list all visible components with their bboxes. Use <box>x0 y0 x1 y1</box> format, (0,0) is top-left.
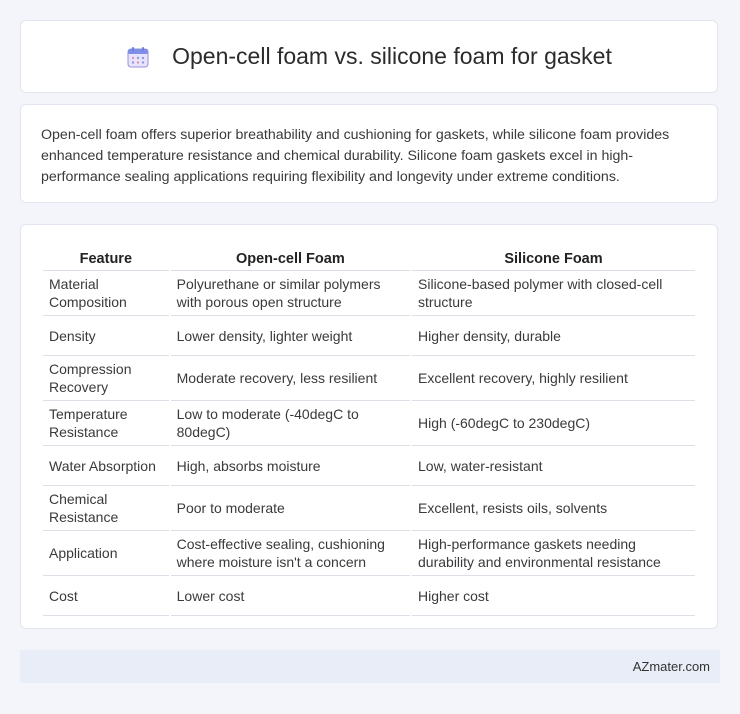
table-row <box>43 400 695 445</box>
open-cell-cell: High, absorbs moisture <box>171 445 410 485</box>
silicone-cell: Excellent, resists oils, solvents <box>412 485 695 530</box>
table-row <box>43 315 695 355</box>
table-row <box>43 270 695 315</box>
header-feature: Feature <box>79 251 133 267</box>
open-cell-cell: Lower cost <box>171 575 410 616</box>
silicone-cell: High (-60degC to 230degC) <box>412 400 695 445</box>
intro-text: Open-cell foam offers superior breathability and cushioning for gaskets, while silicone foam provides enhanced temperature resistance and chemical durability. Silicone foam gaskets excel in high-performance sealing applications requiring flexibility and longevity under extreme conditions. <box>41 127 670 185</box>
header-silicone: Silicone Foam <box>504 251 603 267</box>
feature-cell: Water Absorption <box>43 445 169 485</box>
comparison-table-card <box>20 224 718 629</box>
comparison-table <box>41 245 697 616</box>
feature-cell: Temperature Resistance <box>43 400 169 445</box>
table-header-row <box>43 245 695 270</box>
table-row <box>43 445 695 485</box>
silicone-cell: High-performance gaskets needing durability and environmental resistance <box>412 530 695 575</box>
page-title: Open-cell foam vs. silicone foam for gasket <box>172 43 612 69</box>
calendar-icon <box>126 45 150 69</box>
open-cell-cell: Polyurethane or similar polymers with porous open structure <box>171 270 410 315</box>
silicone-cell: Higher cost <box>412 575 695 616</box>
title-card <box>20 20 718 93</box>
feature-cell: Cost <box>43 575 169 616</box>
table-row <box>43 530 695 575</box>
silicone-cell: Higher density, durable <box>412 315 695 355</box>
silicone-cell: Low, water-resistant <box>412 445 695 485</box>
feature-cell: Compression Recovery <box>43 355 169 400</box>
table-row <box>43 575 695 616</box>
footer-brand[interactable]: AZmater.com <box>632 659 710 674</box>
feature-cell: Application <box>43 530 169 575</box>
intro-card <box>20 104 718 203</box>
header-open-cell: Open-cell Foam <box>235 251 345 267</box>
open-cell-cell: Low to moderate (-40degC to 80degC) <box>171 400 410 445</box>
silicone-cell: Silicone-based polymer with closed-cell structure <box>412 270 695 315</box>
silicone-cell: Excellent recovery, highly resilient <box>412 355 695 400</box>
table-row <box>43 485 695 530</box>
open-cell-cell: Poor to moderate <box>171 485 410 530</box>
table-row <box>43 355 695 400</box>
footer <box>20 650 720 683</box>
open-cell-cell: Lower density, lighter weight <box>171 315 410 355</box>
feature-cell: Density <box>43 315 169 355</box>
open-cell-cell: Cost-effective sealing, cushioning where moisture isn't a concern <box>171 530 410 575</box>
open-cell-cell: Moderate recovery, less resilient <box>171 355 410 400</box>
feature-cell: Material Composition <box>43 270 169 315</box>
feature-cell: Chemical Resistance <box>43 485 169 530</box>
